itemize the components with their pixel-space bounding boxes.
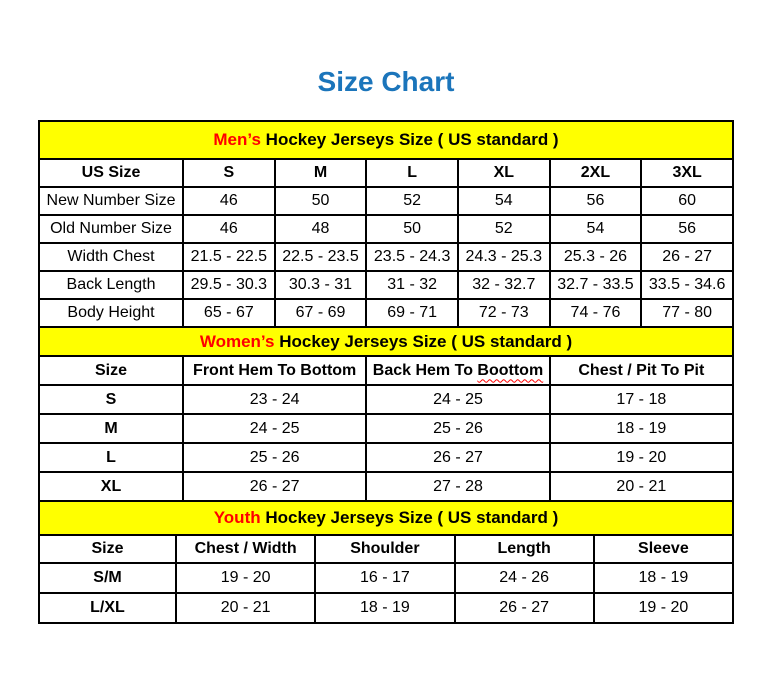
table-cell: 77 - 80 [641, 299, 733, 327]
table-cell: 29.5 - 30.3 [183, 271, 275, 299]
table-cell: 23.5 - 24.3 [366, 243, 458, 271]
table-cell: 48 [275, 215, 367, 243]
youth-banner [39, 501, 733, 535]
mens-col-header: 3XL [641, 159, 733, 187]
size-chart-tables [38, 120, 734, 624]
row-label: M [39, 414, 183, 443]
table-cell: 24 - 25 [183, 414, 366, 443]
womens-header-row [39, 356, 733, 385]
womens-col-header: Front Hem To Bottom [183, 356, 366, 385]
table-cell: 69 - 71 [366, 299, 458, 327]
mens-col-header: XL [458, 159, 550, 187]
table-cell: 27 - 28 [366, 472, 549, 501]
womens-row-s [39, 385, 733, 414]
table-cell: 16 - 17 [315, 563, 454, 593]
table-cell: 56 [641, 215, 733, 243]
table-cell: 74 - 76 [550, 299, 642, 327]
table-cell: 26 - 27 [641, 243, 733, 271]
table-cell: 21.5 - 22.5 [183, 243, 275, 271]
youth-banner-highlight: Youth [213, 508, 261, 527]
table-cell: 20 - 21 [550, 472, 733, 501]
table-cell: 46 [183, 215, 275, 243]
table-cell: 32.7 - 33.5 [550, 271, 642, 299]
youth-row-sm [39, 563, 733, 593]
womens-banner-row [39, 327, 733, 356]
mens-row-new-number [39, 187, 733, 215]
table-cell: 20 - 21 [176, 593, 315, 623]
mens-banner-highlight: Men’s [213, 130, 261, 149]
table-cell: 18 - 19 [550, 414, 733, 443]
back-hem-prefix: Back Hem To [372, 361, 473, 379]
mens-row-width-chest [39, 243, 733, 271]
row-label: XL [39, 472, 183, 501]
table-cell: 31 - 32 [366, 271, 458, 299]
table-cell: 24.3 - 25.3 [458, 243, 550, 271]
youth-col-header: Length [455, 535, 594, 563]
table-cell: 56 [550, 187, 642, 215]
table-cell: 60 [641, 187, 733, 215]
table-cell: 19 - 20 [550, 443, 733, 472]
table-cell: 52 [366, 187, 458, 215]
womens-banner-highlight: Women’s [199, 331, 275, 351]
youth-header-row [39, 535, 733, 563]
row-label: S/M [39, 563, 176, 593]
table-cell: 50 [366, 215, 458, 243]
mens-col-header: 2XL [550, 159, 642, 187]
mens-col-header: S [183, 159, 275, 187]
youth-row-lxl [39, 593, 733, 623]
table-cell: 26 - 27 [455, 593, 594, 623]
table-cell: 67 - 69 [275, 299, 367, 327]
mens-col-header: M [275, 159, 367, 187]
youth-size-table [38, 500, 734, 624]
back-hem-misspelled-word: Boottom [477, 361, 544, 379]
youth-col-header: Shoulder [315, 535, 454, 563]
table-cell: 19 - 20 [176, 563, 315, 593]
row-label: Old Number Size [39, 215, 183, 243]
row-label: L/XL [39, 593, 176, 623]
table-cell: 18 - 19 [594, 563, 733, 593]
womens-row-xl [39, 472, 733, 501]
row-label: Back Length [39, 271, 183, 299]
size-chart-title: Size Chart [317, 66, 455, 97]
table-cell: 25.3 - 26 [550, 243, 642, 271]
table-cell: 30.3 - 31 [275, 271, 367, 299]
youth-col-header: Chest / Width [176, 535, 315, 563]
womens-col-header: Size [39, 356, 183, 385]
womens-banner-rest: Hockey Jerseys Size ( US standard ) [279, 331, 573, 351]
table-cell: 25 - 26 [366, 414, 549, 443]
row-label: L [39, 443, 183, 472]
mens-row-old-number [39, 215, 733, 243]
mens-header-row [39, 159, 733, 187]
mens-banner-rest: Hockey Jerseys Size ( US standard ) [265, 130, 559, 149]
mens-row-body-height [39, 299, 733, 327]
table-cell: 50 [275, 187, 367, 215]
table-cell: 23 - 24 [183, 385, 366, 414]
table-cell: 52 [458, 215, 550, 243]
row-label: S [39, 385, 183, 414]
table-cell: 54 [550, 215, 642, 243]
womens-row-m [39, 414, 733, 443]
mens-banner-row [39, 121, 733, 159]
row-label: New Number Size [39, 187, 183, 215]
table-cell: 24 - 26 [455, 563, 594, 593]
table-cell: 19 - 20 [594, 593, 733, 623]
table-cell: 72 - 73 [458, 299, 550, 327]
womens-banner [39, 327, 733, 356]
table-cell: 18 - 19 [315, 593, 454, 623]
mens-row-back-length [39, 271, 733, 299]
table-cell: 26 - 27 [366, 443, 549, 472]
mens-col-header: L [366, 159, 458, 187]
table-cell: 24 - 25 [366, 385, 549, 414]
row-label: Body Height [39, 299, 183, 327]
table-cell: 22.5 - 23.5 [275, 243, 367, 271]
womens-row-l [39, 443, 733, 472]
womens-size-table [38, 326, 734, 502]
table-cell: 65 - 67 [183, 299, 275, 327]
mens-banner [39, 121, 733, 159]
youth-col-header: Size [39, 535, 176, 563]
youth-banner-row [39, 501, 733, 535]
womens-col-header-misspelled [366, 356, 549, 385]
womens-col-header: Chest / Pit To Pit [550, 356, 733, 385]
table-cell: 46 [183, 187, 275, 215]
row-label: Width Chest [39, 243, 183, 271]
youth-banner-rest: Hockey Jerseys Size ( US standard ) [265, 508, 559, 527]
mens-col-header: US Size [39, 159, 183, 187]
table-cell: 17 - 18 [550, 385, 733, 414]
table-cell: 25 - 26 [183, 443, 366, 472]
table-cell: 33.5 - 34.6 [641, 271, 733, 299]
table-cell: 26 - 27 [183, 472, 366, 501]
mens-size-table [38, 120, 734, 328]
table-cell: 54 [458, 187, 550, 215]
table-cell: 32 - 32.7 [458, 271, 550, 299]
youth-col-header: Sleeve [594, 535, 733, 563]
